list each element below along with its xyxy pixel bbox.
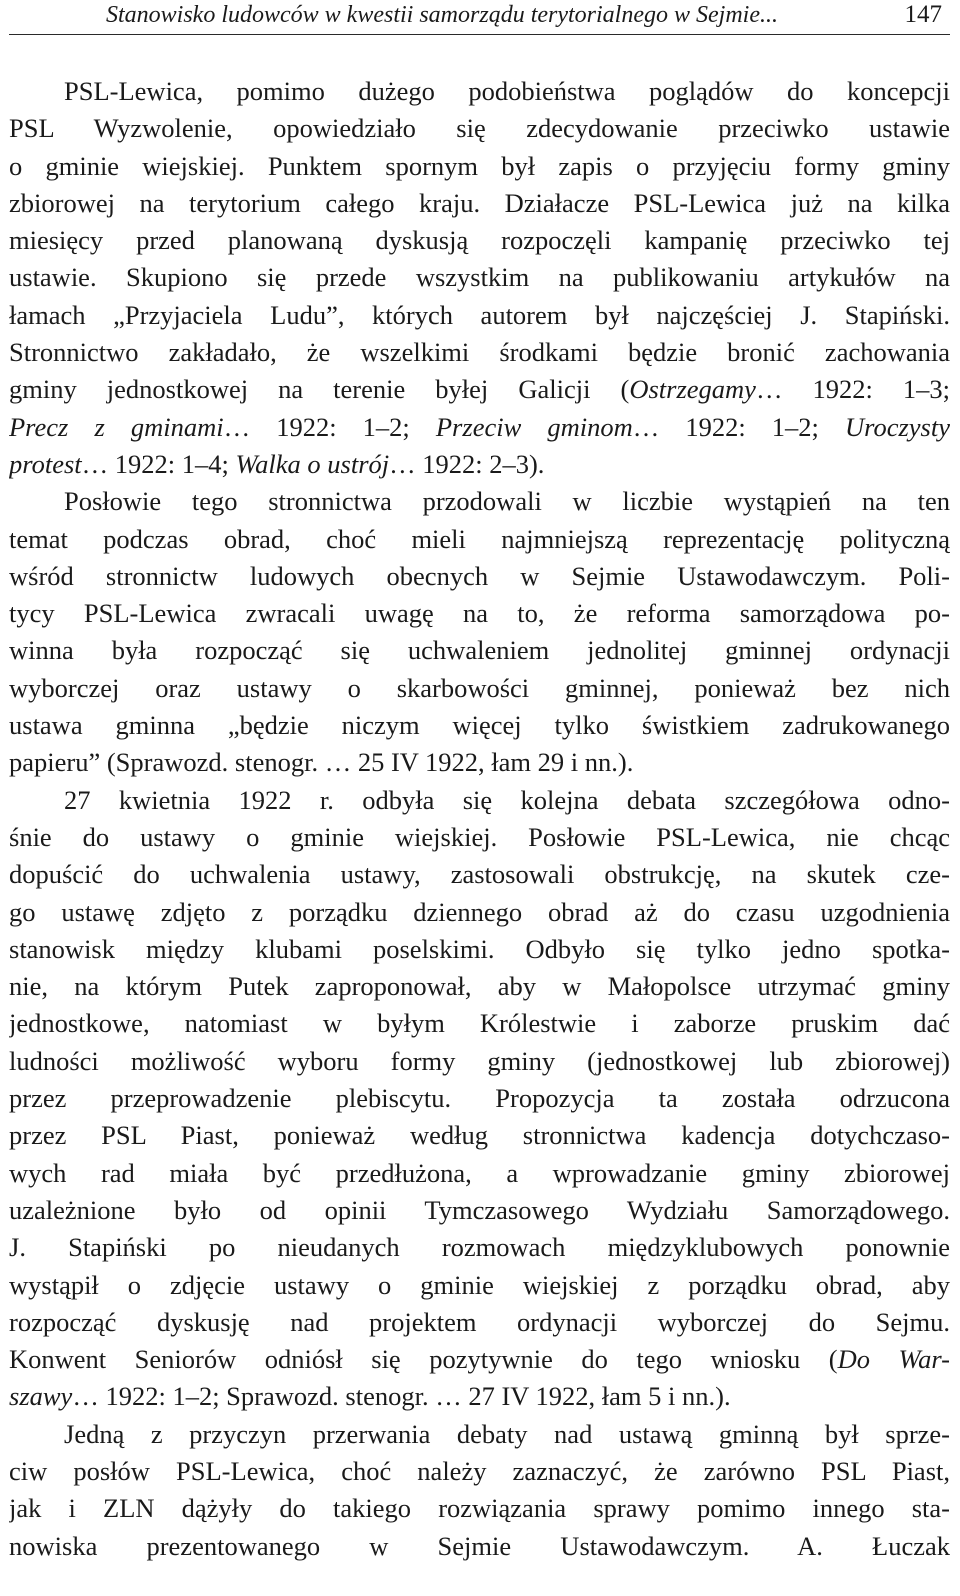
text-segment: przez przeprowadzenie plebiscytu. Propozycja ta została odrzucona: [9, 1083, 950, 1114]
text-segment: o gminie wiejskiej. Punktem spornym był zapis o przyjęciu formy gminy: [9, 150, 950, 181]
text-line: [9, 110, 950, 147]
text-segment: wyborczej oraz ustawy o skarbowości gminnej, ponieważ bez nich: [9, 672, 950, 703]
text-line: [9, 744, 950, 781]
text-segment: jednostkowe, natomiast w byłym Królestwie i zaborze pruskim dać: [9, 1008, 950, 1039]
italic-citation: protest: [9, 448, 82, 479]
text-segment: ustawie. Skupiono się przede wszystkim na publikowaniu artykułów na: [9, 262, 950, 293]
italic-citation: Uroczysty: [845, 411, 950, 442]
text-segment: ciw posłów PSL-Lewica, choć należy zaznaczyć, że zarówno PSL Piast,: [9, 1455, 950, 1486]
running-header: [9, 0, 950, 35]
text-line: [9, 222, 950, 259]
text-line: [9, 259, 950, 296]
text-segment: … 1922: 1–4;: [81, 448, 236, 479]
text-line: [9, 73, 950, 110]
text-line: [9, 558, 950, 595]
text-line: [9, 1155, 950, 1192]
text-segment: Jedną z przyczyn przerwania debaty nad ustawą gminną był sprze-: [64, 1418, 950, 1449]
text-line: [9, 819, 950, 856]
italic-citation: Walka o ustrój: [235, 448, 390, 479]
text-line: [9, 483, 950, 520]
text-line: [9, 297, 950, 334]
text-segment: rozpocząć dyskusję nad projektem ordynacji wyborczej do Sejmu.: [9, 1306, 950, 1337]
text-segment: uzależnione było od opinii Tymczasowego Wydziału Samorządowego.: [9, 1194, 950, 1225]
text-segment: … 1922: 1–2; Sprawozd. stenogr. … 27 IV 1922, łam 5 i nn.).: [72, 1381, 731, 1412]
text-line: [9, 1528, 950, 1565]
text-line: [9, 707, 950, 744]
text-line: [9, 782, 950, 819]
page-number: 147: [904, 1, 942, 28]
text-line: [9, 1192, 950, 1229]
text-line: [9, 931, 950, 968]
text-line: [9, 1229, 950, 1266]
text-segment: miesięcy przed planowaną dyskusją rozpoczęli kampanię przeciwko tej: [9, 225, 950, 256]
text-line: [9, 1117, 950, 1154]
text-segment: łamach „Przyjaciela Ludu”, których autorem był najczęściej J. Stapiński.: [9, 299, 950, 330]
running-title: Stanowisko ludowców w kwestii samorządu terytorialnego w Sejmie...: [106, 2, 778, 28]
text-segment: temat podczas obrad, choć mieli najmniejszą reprezentację polityczną: [9, 523, 950, 554]
text-segment: gminy jednostkowej na terenie byłej Galicji (: [9, 374, 630, 405]
text-segment: Posłowie tego stronnictwa przodowali w liczbie wystąpień na ten: [64, 486, 950, 517]
text-line: [9, 409, 950, 446]
text-segment: jak i ZLN dążyły do takiego rozwiązania sprawy pomimo innego sta-: [9, 1493, 950, 1524]
text-segment: zbiorowej na terytorium całego kraju. Działacze PSL-Lewica już na kilka: [9, 187, 950, 218]
body-text: [9, 73, 950, 1565]
text-segment: przez PSL Piast, ponieważ według stronnictwa kadencja dotychczaso-: [9, 1120, 950, 1151]
text-line: [9, 894, 950, 931]
text-line: [9, 632, 950, 669]
text-line: [9, 446, 950, 483]
text-segment: wystąpił o zdjęcie ustawy o gminie wiejskiej z porządku obrad, aby: [9, 1269, 950, 1300]
text-segment: winna była rozpocząć się uchwaleniem jednolitej gminnej ordynacji: [9, 635, 950, 666]
text-line: [9, 1416, 950, 1453]
text-segment: tycy PSL-Lewica zwracali uwagę na to, że reforma samorządowa po-: [9, 598, 950, 629]
text-line: [9, 148, 950, 185]
text-line: [9, 968, 950, 1005]
text-segment: śnie do ustawy o gminie wiejskiej. Posłowie PSL-Lewica, nie chcąc: [9, 821, 950, 852]
text-segment: 27 kwietnia 1922 r. odbyła się kolejna debata szczegółowa odno-: [64, 784, 950, 815]
text-segment: wych rad miała być przedłużona, a wprowadzanie gminy zbiorowej: [9, 1157, 950, 1188]
text-segment: … 1922: 2–3).: [389, 448, 545, 479]
text-segment: Stronnictwo zakładało, że wszelkimi środkami będzie bronić zachowania: [9, 337, 950, 368]
document-page: [9, 0, 950, 1596]
text-segment: … 1922: 1–3;: [755, 374, 950, 405]
text-segment: … 1922: 1–2;: [223, 411, 436, 442]
text-line: [9, 1453, 950, 1490]
italic-citation: Przeciw gminom: [435, 411, 633, 442]
text-segment: dopuścić do uchwalenia ustawy, zastosowali obstrukcję, na skutek cze-: [9, 859, 950, 890]
text-segment: J. Stapiński po nieudanych rozmowach międzyklubowych ponownie: [9, 1232, 950, 1263]
text-segment: ustawa gminna „będzie niczym więcej tylko świstkiem zadrukowanego: [9, 710, 950, 741]
text-segment: Konwent Seniorów odniósł się pozytywnie do tego wniosku (: [9, 1344, 838, 1375]
text-segment: ludności możliwość wyboru formy gminy (jednostkowej lub zbiorowej): [9, 1045, 950, 1076]
italic-citation: szawy: [9, 1381, 73, 1412]
text-segment: … 1922: 1–2;: [632, 411, 845, 442]
text-line: [9, 1304, 950, 1341]
text-line: [9, 670, 950, 707]
text-line: [9, 185, 950, 222]
italic-citation: Do War-: [837, 1344, 950, 1375]
text-line: [9, 595, 950, 632]
text-segment: go ustawę zdjęto z porządku dziennego obrad aż do czasu uzgodnienia: [9, 896, 950, 927]
italic-citation: Precz z gminami: [9, 411, 224, 442]
text-line: [9, 371, 950, 408]
text-line: [9, 1005, 950, 1042]
text-line: [9, 521, 950, 558]
text-line: [9, 1490, 950, 1527]
text-line: [9, 1267, 950, 1304]
text-line: [9, 1043, 950, 1080]
text-line: [9, 334, 950, 371]
text-segment: PSL Wyzwolenie, opowiedziało się zdecydowanie przeciwko ustawie: [9, 113, 950, 144]
text-line: [9, 1378, 950, 1415]
text-line: [9, 1080, 950, 1117]
text-line: [9, 856, 950, 893]
text-segment: PSL-Lewica, pomimo dużego podobieństwa poglądów do koncepcji: [64, 76, 950, 106]
italic-citation: Ostrzegamy: [629, 374, 756, 405]
text-segment: nowiska prezentowanego w Sejmie Ustawodawczym. A. Łuczak: [9, 1530, 950, 1561]
text-line: [9, 1341, 950, 1378]
text-segment: papieru” (Sprawozd. stenogr. … 25 IV 1922, łam 29 i nn.).: [9, 747, 634, 778]
text-segment: stanowisk między klubami poselskimi. Odbyło się tylko jedno spotka-: [9, 933, 950, 964]
text-segment: nie, na którym Putek zaproponował, aby w Małopolsce utrzymać gminy: [9, 971, 950, 1002]
text-segment: wśród stronnictw ludowych obecnych w Sejmie Ustawodawczym. Poli-: [9, 560, 950, 591]
